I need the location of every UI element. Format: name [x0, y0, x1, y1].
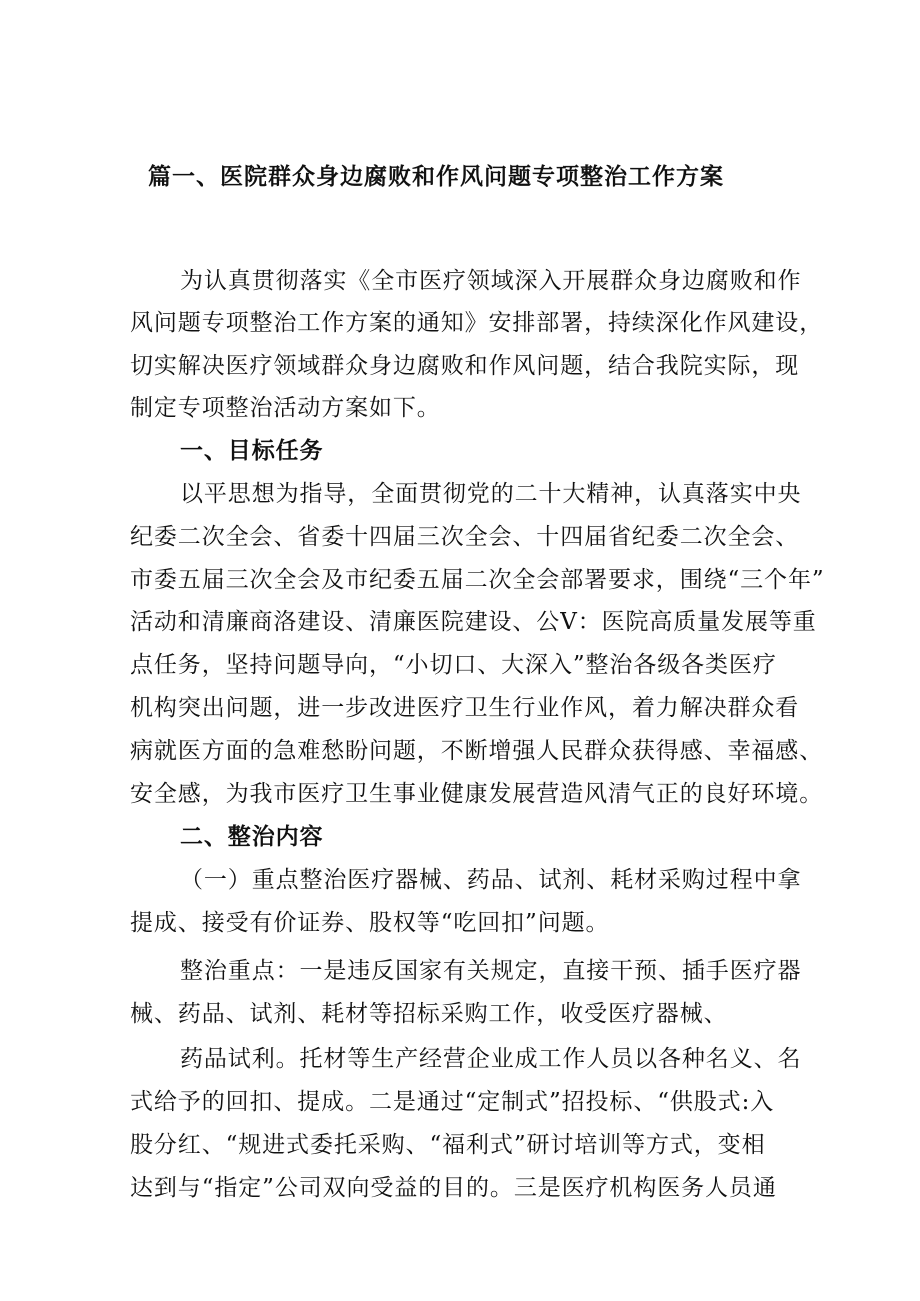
body-line: 活动和清廉商洛建设、清廉医院建设、公V：医院高质量发展等重	[130, 609, 817, 635]
continued-line: 达到与“指定”公司双向受益的目的。三是医疗机构医务人员通	[130, 1175, 777, 1201]
intro-line: 风问题专项整治工作方案的通知》安排部署，持续深化作风建设，	[130, 310, 824, 336]
intro-line: 切实解决医疗领域群众身边腐败和作风问题，结合我院实际，现	[130, 353, 800, 379]
document-title: 篇一、医院群众身边腐败和作风问题专项整治工作方案	[148, 163, 724, 190]
item-line: （一）重点整治医疗器械、药品、试剂、耗材采购过程中拿	[180, 867, 802, 893]
body-line: 点任务，坚持问题导向，“小切口、大深入”整治各级各类医疗	[130, 652, 777, 678]
body-line: 市委五届三次全会及市纪委五届二次全会部署要求，围绕“三个年”	[130, 567, 825, 593]
section-heading-content: 二、整治内容	[180, 823, 324, 850]
body-line: 机构突出问题，进一步改进医疗卫生行业作风，着力解决群众看	[130, 695, 800, 721]
body-line: 纪委二次全会、省委十四届三次全会、十四届省纪委二次全会、	[130, 524, 800, 550]
body-line: 以平思想为指导，全面贯彻党的二十大精神，认真落实中央	[180, 481, 802, 507]
item-line: 提成、接受有价证券、股权等“吃回扣”问题。	[130, 910, 610, 936]
intro-line: 制定专项整治活动方案如下。	[130, 395, 441, 421]
focus-line: 整治重点：一是违反国家有关规定，直接干预、插手医疗器	[180, 958, 802, 984]
continued-line: 药品试利。托材等生产经营企业成工作人员以各种名义、名	[180, 1046, 802, 1072]
continued-line: 股分红、“规进式委托采购、“福利式”研讨培训等方式，变相	[130, 1132, 766, 1158]
body-line: 病就医方面的急难愁盼问题，不断增强人民群众获得感、幸福感、	[130, 738, 824, 764]
section-heading-goals: 一、目标任务	[180, 437, 324, 464]
continued-line: 式给予的回扣、提成。二是通过“定制式”招投标、“供股式:入	[130, 1089, 775, 1115]
intro-line: 为认真贯彻落实《全市医疗领域深入开展群众身边腐败和作	[180, 268, 802, 294]
focus-line: 械、药品、试剂、耗材等招标采购工作，收受医疗器械、	[130, 1001, 728, 1027]
body-line: 安全感，为我市医疗卫生事业健康发展营造风清气正的良好环境。	[130, 781, 824, 807]
